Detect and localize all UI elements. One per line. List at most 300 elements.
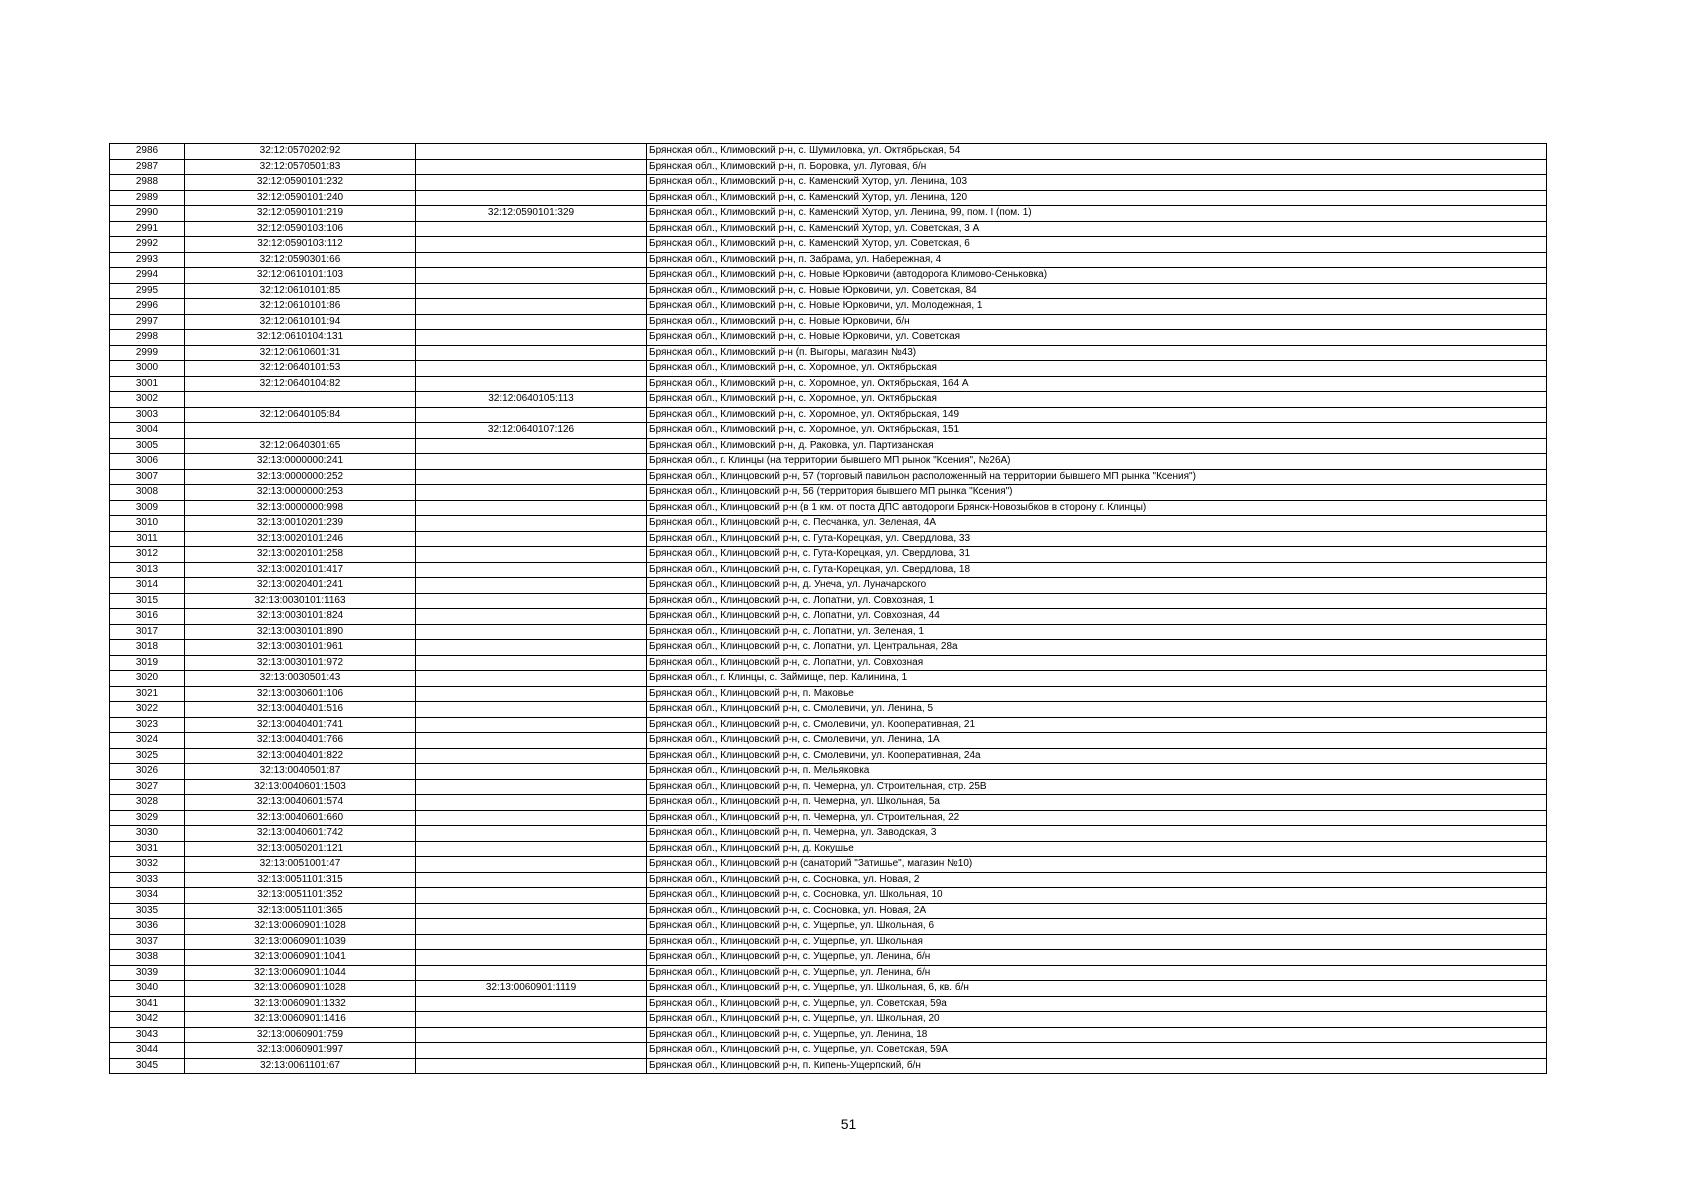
table-row [110, 981, 1547, 997]
row-number-cell: 2991 [110, 221, 185, 237]
row-number-cell: 2987 [110, 159, 185, 175]
address-cell: Брянская обл., Климовский р-н, с. Хоромное, ул. Октябрьская, 149 [647, 407, 1547, 423]
related-cadastral-number-cell [416, 717, 647, 733]
row-number-cell: 3005 [110, 438, 185, 454]
cadastral-number-cell: 32:13:0060901:1028 [185, 919, 416, 935]
address-cell: Брянская обл., Клинцовский р-н, с. Лопатни, ул. Центральная, 28а [647, 640, 1547, 656]
address-cell: Брянская обл., Клинцовский р-н, 56 (территория бывшего МП рынка "Ксения") [647, 485, 1547, 501]
address-cell: Брянская обл., Клинцовский р-н, с. Сосновка, ул. Новая, 2 [647, 872, 1547, 888]
cadastral-number-cell [185, 392, 416, 408]
cadastral-number-cell: 32:13:0061101:67 [185, 1058, 416, 1074]
address-cell: Брянская обл., Климовский р-н, с. Каменский Хутор, ул. Советская, 3 А [647, 221, 1547, 237]
cadastral-number-cell: 32:12:0610101:85 [185, 283, 416, 299]
row-number-cell: 2997 [110, 314, 185, 330]
related-cadastral-number-cell [416, 903, 647, 919]
row-number-cell: 3020 [110, 671, 185, 687]
row-number-cell: 2998 [110, 330, 185, 346]
table-row [110, 965, 1547, 981]
address-cell: Брянская обл., Климовский р-н, с. Хоромное, ул. Октябрьская, 164 А [647, 376, 1547, 392]
related-cadastral-number-cell [416, 640, 647, 656]
related-cadastral-number-cell [416, 702, 647, 718]
related-cadastral-number-cell [416, 810, 647, 826]
row-number-cell: 2986 [110, 144, 185, 160]
table-row [110, 206, 1547, 222]
row-number-cell: 2993 [110, 252, 185, 268]
table-row [110, 361, 1547, 377]
table-row [110, 500, 1547, 516]
row-number-cell: 3015 [110, 593, 185, 609]
cadastral-number-cell: 32:13:0040401:766 [185, 733, 416, 749]
cadastral-number-cell: 32:12:0610101:86 [185, 299, 416, 315]
address-cell: Брянская обл., Клинцовский р-н, с. Ущерпье, ул. Советская, 59А [647, 1043, 1547, 1059]
cadastral-number-cell: 32:12:0590301:66 [185, 252, 416, 268]
cadastral-number-cell: 32:13:0060901:1039 [185, 934, 416, 950]
row-number-cell: 3001 [110, 376, 185, 392]
row-number-cell: 3012 [110, 547, 185, 563]
table-row [110, 283, 1547, 299]
related-cadastral-number-cell [416, 764, 647, 780]
address-cell: Брянская обл., Клинцовский р-н, с. Смолевичи, ул. Ленина, 5 [647, 702, 1547, 718]
cadastral-number-cell: 32:13:0051001:47 [185, 857, 416, 873]
address-cell: Брянская обл., Клинцовский р-н, с. Сосновка, ул. Новая, 2А [647, 903, 1547, 919]
related-cadastral-number-cell [416, 919, 647, 935]
row-number-cell: 3029 [110, 810, 185, 826]
address-cell: Брянская обл., Клинцовский р-н (санаторий "Затишье", магазин №10) [647, 857, 1547, 873]
row-number-cell: 3039 [110, 965, 185, 981]
table-row [110, 237, 1547, 253]
property-table-body [110, 144, 1547, 1074]
table-row [110, 779, 1547, 795]
row-number-cell: 3008 [110, 485, 185, 501]
address-cell: Брянская обл., Климовский р-н, д. Раковка, ул. Партизанская [647, 438, 1547, 454]
row-number-cell: 3022 [110, 702, 185, 718]
related-cadastral-number-cell [416, 795, 647, 811]
cadastral-number-cell: 32:12:0640105:84 [185, 407, 416, 423]
related-cadastral-number-cell: 32:12:0640107:126 [416, 423, 647, 439]
table-row [110, 1027, 1547, 1043]
table-row [110, 531, 1547, 547]
row-number-cell: 3037 [110, 934, 185, 950]
address-cell: Брянская обл., Климовский р-н, с. Новые Юрковичи (автодорога Климово-Сеньковка) [647, 268, 1547, 284]
related-cadastral-number-cell [416, 578, 647, 594]
row-number-cell: 2988 [110, 175, 185, 191]
related-cadastral-number-cell [416, 748, 647, 764]
related-cadastral-number-cell: 32:12:0640105:113 [416, 392, 647, 408]
table-row [110, 268, 1547, 284]
cadastral-number-cell: 32:12:0590101:219 [185, 206, 416, 222]
table-row [110, 1012, 1547, 1028]
row-number-cell: 3026 [110, 764, 185, 780]
row-number-cell: 3021 [110, 686, 185, 702]
table-row [110, 764, 1547, 780]
related-cadastral-number-cell [416, 438, 647, 454]
related-cadastral-number-cell [416, 268, 647, 284]
cadastral-number-cell: 32:12:0640301:65 [185, 438, 416, 454]
related-cadastral-number-cell [416, 872, 647, 888]
cadastral-number-cell: 32:13:0060901:1041 [185, 950, 416, 966]
row-number-cell: 3041 [110, 996, 185, 1012]
address-cell: Брянская обл., Климовский р-н, с. Каменский Хутор, ул. Ленина, 120 [647, 190, 1547, 206]
cadastral-number-cell: 32:12:0610101:103 [185, 268, 416, 284]
related-cadastral-number-cell [416, 562, 647, 578]
address-cell: Брянская обл., Климовский р-н, с. Хоромное, ул. Октябрьская, 151 [647, 423, 1547, 439]
row-number-cell: 3013 [110, 562, 185, 578]
row-number-cell: 3016 [110, 609, 185, 625]
table-row [110, 717, 1547, 733]
table-row [110, 159, 1547, 175]
table-row [110, 810, 1547, 826]
related-cadastral-number-cell [416, 1012, 647, 1028]
cadastral-number-cell: 32:13:0040401:741 [185, 717, 416, 733]
cadastral-number-cell: 32:13:0050201:121 [185, 841, 416, 857]
related-cadastral-number-cell [416, 376, 647, 392]
related-cadastral-number-cell [416, 609, 647, 625]
table-row [110, 438, 1547, 454]
related-cadastral-number-cell [416, 624, 647, 640]
address-cell: Брянская обл., Климовский р-н (п. Выгоры, магазин №43) [647, 345, 1547, 361]
table-row [110, 454, 1547, 470]
cadastral-number-cell: 32:13:0040601:660 [185, 810, 416, 826]
table-row [110, 469, 1547, 485]
related-cadastral-number-cell [416, 345, 647, 361]
table-row [110, 423, 1547, 439]
address-cell: Брянская обл., Климовский р-н, с. Новые Юрковичи, ул. Советская [647, 330, 1547, 346]
address-cell: Брянская обл., Клинцовский р-н, п. Мельяковка [647, 764, 1547, 780]
table-row [110, 919, 1547, 935]
address-cell: Брянская обл., Клинцовский р-н, с. Гута-Корецкая, ул. Свердлова, 33 [647, 531, 1547, 547]
address-cell: Брянская обл., Климовский р-н, с. Хоромное, ул. Октябрьская [647, 361, 1547, 377]
address-cell: Брянская обл., Клинцовский р-н, п. Маковье [647, 686, 1547, 702]
address-cell: Брянская обл., Климовский р-н, п. Забрама, ул. Набережная, 4 [647, 252, 1547, 268]
cadastral-number-cell: 32:12:0590101:232 [185, 175, 416, 191]
table-row [110, 903, 1547, 919]
related-cadastral-number-cell [416, 314, 647, 330]
address-cell: Брянская обл., г. Клинцы, с. Займище, пер. Калинина, 1 [647, 671, 1547, 687]
cadastral-number-cell: 32:12:0610101:94 [185, 314, 416, 330]
row-number-cell: 3009 [110, 500, 185, 516]
cadastral-number-cell: 32:13:0040601:574 [185, 795, 416, 811]
address-cell: Брянская обл., Климовский р-н, с. Новые Юрковичи, б/н [647, 314, 1547, 330]
related-cadastral-number-cell [416, 175, 647, 191]
table-row [110, 702, 1547, 718]
table-row [110, 1043, 1547, 1059]
address-cell: Брянская обл., Клинцовский р-н, д. Унеча, ул. Луначарского [647, 578, 1547, 594]
address-cell: Брянская обл., Климовский р-н, с. Хоромное, ул. Октябрьская [647, 392, 1547, 408]
cadastral-number-cell: 32:12:0610104:131 [185, 330, 416, 346]
address-cell: Брянская обл., Клинцовский р-н, п. Чемерна, ул. Заводская, 3 [647, 826, 1547, 842]
cadastral-number-cell: 32:12:0590103:112 [185, 237, 416, 253]
row-number-cell: 3034 [110, 888, 185, 904]
related-cadastral-number-cell [416, 454, 647, 470]
related-cadastral-number-cell [416, 531, 647, 547]
cadastral-number-cell: 32:12:0590103:106 [185, 221, 416, 237]
table-row [110, 175, 1547, 191]
related-cadastral-number-cell [416, 841, 647, 857]
table-row [110, 888, 1547, 904]
related-cadastral-number-cell [416, 934, 647, 950]
table-row [110, 671, 1547, 687]
page-number: 51 [840, 1116, 857, 1132]
related-cadastral-number-cell [416, 159, 647, 175]
table-row [110, 609, 1547, 625]
row-number-cell: 2990 [110, 206, 185, 222]
address-cell: Брянская обл., Клинцовский р-н, 57 (торговый павильон расположенный на территории бывшего МП рынка "Ксения") [647, 469, 1547, 485]
row-number-cell: 3002 [110, 392, 185, 408]
row-number-cell: 3042 [110, 1012, 185, 1028]
row-number-cell: 3019 [110, 655, 185, 671]
row-number-cell: 3025 [110, 748, 185, 764]
table-row [110, 593, 1547, 609]
table-row [110, 686, 1547, 702]
related-cadastral-number-cell [416, 1027, 647, 1043]
table-row [110, 872, 1547, 888]
table-row [110, 407, 1547, 423]
cadastral-number-cell: 32:13:0020101:417 [185, 562, 416, 578]
table-row [110, 376, 1547, 392]
cadastral-number-cell: 32:13:0060901:1028 [185, 981, 416, 997]
related-cadastral-number-cell [416, 144, 647, 160]
related-cadastral-number-cell [416, 950, 647, 966]
cadastral-number-cell: 32:12:0570501:83 [185, 159, 416, 175]
related-cadastral-number-cell [416, 888, 647, 904]
row-number-cell: 3040 [110, 981, 185, 997]
related-cadastral-number-cell [416, 686, 647, 702]
address-cell: Брянская обл., Клинцовский р-н, с. Лопатни, ул. Зеленая, 1 [647, 624, 1547, 640]
table-row [110, 733, 1547, 749]
cadastral-number-cell: 32:13:0030101:961 [185, 640, 416, 656]
related-cadastral-number-cell [416, 283, 647, 299]
related-cadastral-number-cell: 32:12:0590101:329 [416, 206, 647, 222]
address-cell: Брянская обл., г. Клинцы (на территории бывшего МП рынок "Ксения", №26А) [647, 454, 1547, 470]
row-number-cell: 3017 [110, 624, 185, 640]
related-cadastral-number-cell [416, 330, 647, 346]
address-cell: Брянская обл., Клинцовский р-н (в 1 км. от поста ДПС автодороги Брянск-Новозыбков в сторону г. Клинцы) [647, 500, 1547, 516]
row-number-cell: 3018 [110, 640, 185, 656]
cadastral-number-cell: 32:13:0051101:365 [185, 903, 416, 919]
cadastral-number-cell: 32:13:0030101:890 [185, 624, 416, 640]
address-cell: Брянская обл., Клинцовский р-н, с. Ущерпье, ул. Школьная [647, 934, 1547, 950]
row-number-cell: 3000 [110, 361, 185, 377]
cadastral-number-cell: 32:13:0000000:998 [185, 500, 416, 516]
address-cell: Брянская обл., Клинцовский р-н, д. Кокушье [647, 841, 1547, 857]
cadastral-number-cell: 32:13:0030501:43 [185, 671, 416, 687]
table-row [110, 485, 1547, 501]
row-number-cell: 3045 [110, 1058, 185, 1074]
table-row [110, 547, 1547, 563]
address-cell: Брянская обл., Климовский р-н, с. Каменский Хутор, ул. Ленина, 103 [647, 175, 1547, 191]
row-number-cell: 3032 [110, 857, 185, 873]
address-cell: Брянская обл., Клинцовский р-н, с. Песчанка, ул. Зеленая, 4А [647, 516, 1547, 532]
cadastral-number-cell: 32:12:0640101:53 [185, 361, 416, 377]
row-number-cell: 2999 [110, 345, 185, 361]
table-row [110, 996, 1547, 1012]
address-cell: Брянская обл., Климовский р-н, с. Каменский Хутор, ул. Ленина, 99, пом. I (пом. 1) [647, 206, 1547, 222]
row-number-cell: 3006 [110, 454, 185, 470]
related-cadastral-number-cell [416, 407, 647, 423]
related-cadastral-number-cell [416, 252, 647, 268]
table-row [110, 857, 1547, 873]
cadastral-number-cell: 32:13:0030101:972 [185, 655, 416, 671]
address-cell: Брянская обл., Клинцовский р-н, с. Смолевичи, ул. Кооперативная, 24а [647, 748, 1547, 764]
address-cell: Брянская обл., Клинцовский р-н, с. Смолевичи, ул. Ленина, 1А [647, 733, 1547, 749]
row-number-cell: 3024 [110, 733, 185, 749]
related-cadastral-number-cell [416, 965, 647, 981]
cadastral-number-cell: 32:13:0010201:239 [185, 516, 416, 532]
related-cadastral-number-cell [416, 1058, 647, 1074]
row-number-cell: 3035 [110, 903, 185, 919]
cadastral-number-cell [185, 423, 416, 439]
address-cell: Брянская обл., Клинцовский р-н, п. Чемерна, ул. Школьная, 5а [647, 795, 1547, 811]
related-cadastral-number-cell [416, 237, 647, 253]
row-number-cell: 2995 [110, 283, 185, 299]
row-number-cell: 3011 [110, 531, 185, 547]
address-cell: Брянская обл., Климовский р-н, с. Шумиловка, ул. Октябрьская, 54 [647, 144, 1547, 160]
address-cell: Брянская обл., Клинцовский р-н, с. Ущерпье, ул. Советская, 59а [647, 996, 1547, 1012]
cadastral-number-cell: 32:13:0020101:258 [185, 547, 416, 563]
table-row [110, 624, 1547, 640]
row-number-cell: 3036 [110, 919, 185, 935]
address-cell: Брянская обл., Клинцовский р-н, с. Смолевичи, ул. Кооперативная, 21 [647, 717, 1547, 733]
table-row [110, 640, 1547, 656]
address-cell: Брянская обл., Клинцовский р-н, с. Гута-Корецкая, ул. Свердлова, 31 [647, 547, 1547, 563]
cadastral-number-cell: 32:13:0030601:106 [185, 686, 416, 702]
related-cadastral-number-cell [416, 671, 647, 687]
related-cadastral-number-cell [416, 655, 647, 671]
address-cell: Брянская обл., Клинцовский р-н, с. Гута-Корецкая, ул. Свердлова, 18 [647, 562, 1547, 578]
property-table [109, 143, 1547, 1074]
related-cadastral-number-cell [416, 500, 647, 516]
address-cell: Брянская обл., Климовский р-н, с. Каменский Хутор, ул. Советская, 6 [647, 237, 1547, 253]
address-cell: Брянская обл., Клинцовский р-н, п. Кипень-Ущерпский, б/н [647, 1058, 1547, 1074]
table-row [110, 516, 1547, 532]
address-cell: Брянская обл., Климовский р-н, с. Новые Юрковичи, ул. Советская, 84 [647, 283, 1547, 299]
table-row [110, 655, 1547, 671]
cadastral-number-cell: 32:13:0030101:1163 [185, 593, 416, 609]
related-cadastral-number-cell [416, 826, 647, 842]
related-cadastral-number-cell [416, 593, 647, 609]
row-number-cell: 3004 [110, 423, 185, 439]
row-number-cell: 3023 [110, 717, 185, 733]
address-cell: Брянская обл., Клинцовский р-н, п. Чемерна, ул. Строительная, 22 [647, 810, 1547, 826]
row-number-cell: 2996 [110, 299, 185, 315]
cadastral-number-cell: 32:13:0060901:1416 [185, 1012, 416, 1028]
row-number-cell: 3027 [110, 779, 185, 795]
related-cadastral-number-cell [416, 996, 647, 1012]
related-cadastral-number-cell [416, 190, 647, 206]
address-cell: Брянская обл., Клинцовский р-н, с. Ущерпье, ул. Школьная, 6, кв. б/н [647, 981, 1547, 997]
table-row [110, 950, 1547, 966]
related-cadastral-number-cell [416, 485, 647, 501]
row-number-cell: 3014 [110, 578, 185, 594]
cadastral-number-cell: 32:12:0640104:82 [185, 376, 416, 392]
table-row [110, 144, 1547, 160]
table-row [110, 934, 1547, 950]
address-cell: Брянская обл., Клинцовский р-н, с. Ущерпье, ул. Ленина, б/н [647, 950, 1547, 966]
related-cadastral-number-cell [416, 857, 647, 873]
related-cadastral-number-cell [416, 221, 647, 237]
table-row [110, 826, 1547, 842]
cadastral-number-cell: 32:13:0060901:759 [185, 1027, 416, 1043]
table-row [110, 299, 1547, 315]
table-row [110, 252, 1547, 268]
related-cadastral-number-cell [416, 547, 647, 563]
table-row [110, 330, 1547, 346]
related-cadastral-number-cell [416, 779, 647, 795]
row-number-cell: 2994 [110, 268, 185, 284]
related-cadastral-number-cell [416, 361, 647, 377]
row-number-cell: 3010 [110, 516, 185, 532]
cadastral-number-cell: 32:13:0040401:516 [185, 702, 416, 718]
table-row [110, 392, 1547, 408]
row-number-cell: 3028 [110, 795, 185, 811]
cadastral-number-cell: 32:12:0570202:92 [185, 144, 416, 160]
cadastral-number-cell: 32:13:0020101:246 [185, 531, 416, 547]
cadastral-number-cell: 32:12:0610601:31 [185, 345, 416, 361]
table-row [110, 578, 1547, 594]
row-number-cell: 3030 [110, 826, 185, 842]
table-row [110, 748, 1547, 764]
row-number-cell: 3031 [110, 841, 185, 857]
cadastral-number-cell: 32:13:0040601:1503 [185, 779, 416, 795]
row-number-cell: 2992 [110, 237, 185, 253]
address-cell: Брянская обл., Климовский р-н, с. Новые Юрковичи, ул. Молодежная, 1 [647, 299, 1547, 315]
related-cadastral-number-cell: 32:13:0060901:1119 [416, 981, 647, 997]
address-cell: Брянская обл., Клинцовский р-н, с. Лопатни, ул. Совхозная, 44 [647, 609, 1547, 625]
cadastral-number-cell: 32:13:0000000:252 [185, 469, 416, 485]
address-cell: Брянская обл., Клинцовский р-н, с. Ущерпье, ул. Школьная, 6 [647, 919, 1547, 935]
table-row [110, 562, 1547, 578]
related-cadastral-number-cell [416, 733, 647, 749]
address-cell: Брянская обл., Клинцовский р-н, с. Ущерпье, ул. Ленина, б/н [647, 965, 1547, 981]
row-number-cell: 3044 [110, 1043, 185, 1059]
cadastral-number-cell: 32:13:0030101:824 [185, 609, 416, 625]
address-cell: Брянская обл., Клинцовский р-н, с. Ущерпье, ул. Ленина, 18 [647, 1027, 1547, 1043]
cadastral-number-cell: 32:13:0040601:742 [185, 826, 416, 842]
address-cell: Брянская обл., Клинцовский р-н, с. Лопатни, ул. Совхозная [647, 655, 1547, 671]
table-row [110, 841, 1547, 857]
table-row [110, 795, 1547, 811]
related-cadastral-number-cell [416, 516, 647, 532]
cadastral-number-cell: 32:13:0051101:352 [185, 888, 416, 904]
address-cell: Брянская обл., Клинцовский р-н, с. Ущерпье, ул. Школьная, 20 [647, 1012, 1547, 1028]
row-number-cell: 3043 [110, 1027, 185, 1043]
cadastral-number-cell: 32:13:0000000:253 [185, 485, 416, 501]
related-cadastral-number-cell [416, 1043, 647, 1059]
row-number-cell: 3033 [110, 872, 185, 888]
cadastral-number-cell: 32:12:0590101:240 [185, 190, 416, 206]
cadastral-number-cell: 32:13:0060901:1332 [185, 996, 416, 1012]
address-cell: Брянская обл., Клинцовский р-н, с. Лопатни, ул. Совхозная, 1 [647, 593, 1547, 609]
table-row [110, 314, 1547, 330]
row-number-cell: 3038 [110, 950, 185, 966]
cadastral-number-cell: 32:13:0020401:241 [185, 578, 416, 594]
address-cell: Брянская обл., Климовский р-н, п. Боровка, ул. Луговая, б/н [647, 159, 1547, 175]
cadastral-number-cell: 32:13:0051101:315 [185, 872, 416, 888]
related-cadastral-number-cell [416, 299, 647, 315]
address-cell: Брянская обл., Клинцовский р-н, с. Сосновка, ул. Школьная, 10 [647, 888, 1547, 904]
table-row [110, 345, 1547, 361]
cadastral-number-cell: 32:13:0000000:241 [185, 454, 416, 470]
row-number-cell: 3003 [110, 407, 185, 423]
table-row [110, 190, 1547, 206]
related-cadastral-number-cell [416, 469, 647, 485]
row-number-cell: 2989 [110, 190, 185, 206]
cadastral-number-cell: 32:13:0060901:997 [185, 1043, 416, 1059]
table-row [110, 221, 1547, 237]
address-cell: Брянская обл., Клинцовский р-н, п. Чемерна, ул. Строительная, стр. 25В [647, 779, 1547, 795]
row-number-cell: 3007 [110, 469, 185, 485]
cadastral-number-cell: 32:13:0040501:87 [185, 764, 416, 780]
